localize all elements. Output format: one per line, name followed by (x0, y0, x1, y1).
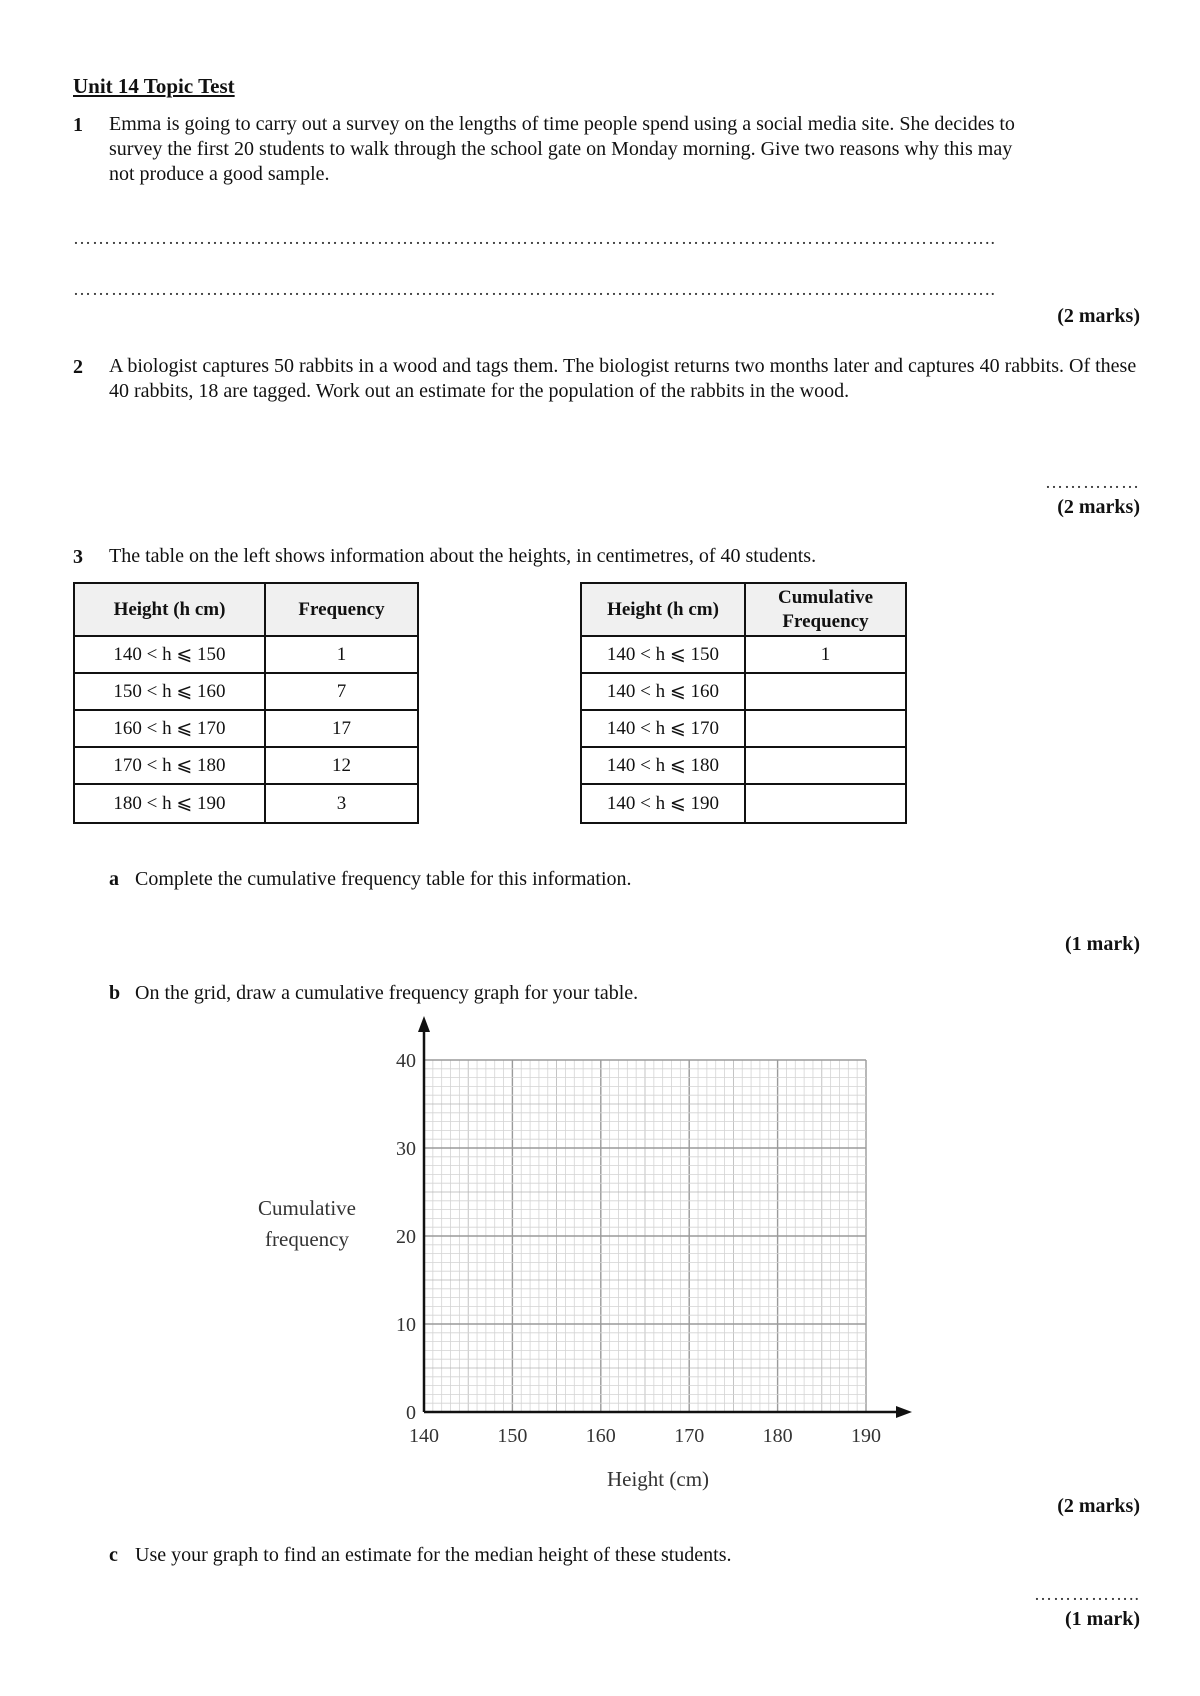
freq-cell: 180 < h ⩽ 190 (74, 784, 265, 823)
q3-number: 3 (73, 546, 83, 568)
y-axis-arrow-icon (418, 1016, 430, 1032)
freq-cell: 150 < h ⩽ 160 (74, 673, 265, 710)
q2-number: 2 (73, 356, 83, 378)
x-axis-arrow-icon (896, 1406, 912, 1418)
freq-cell: 7 (265, 673, 418, 710)
part-c-marks: (1 mark) (1065, 1608, 1140, 1630)
axis-labels (258, 1050, 881, 1491)
cum-cell: 140 < h ⩽ 180 (581, 747, 745, 784)
part-a-label: a (109, 868, 119, 890)
q2-answer-line[interactable]: …………… (1045, 472, 1140, 492)
freq-cell: 160 < h ⩽ 170 (74, 710, 265, 747)
part-b-text: On the grid, draw a cumulative frequency graph for your table. (135, 982, 639, 1004)
cum-cell: 140 < h ⩽ 190 (581, 784, 745, 823)
x-tick-label: 140 (409, 1425, 439, 1447)
part-a-text: Complete the cumulative frequency table for this information. (135, 868, 632, 890)
part-c-answer-line[interactable]: …………….. (1034, 1584, 1140, 1604)
x-tick-label: 150 (497, 1425, 528, 1447)
part-c (109, 1544, 732, 1567)
q2-marks: (2 marks) (1057, 496, 1140, 518)
freq-cell: 17 (265, 710, 418, 747)
x-axis-label: Height (cm) (606, 1467, 710, 1491)
x-tick-label: 170 (674, 1425, 705, 1447)
freq-cell: 3 (265, 784, 418, 823)
cum-header-cumulative-frequency: Cumulative Frequency (745, 583, 906, 636)
y-tick-label: 0 (406, 1402, 416, 1424)
q1-answer-line-2[interactable]: ……………………………………………………………………………………………………………………………….. (73, 279, 996, 299)
freq-header-height: Height (h cm) (74, 583, 265, 636)
part-a-marks: (1 mark) (1065, 933, 1140, 955)
y-tick-label: 40 (396, 1050, 416, 1072)
q1-text: Emma is going to carry out a survey on the lengths of time people spend using a social media site. She decides to survey the first 20 students to walk through the school gate on Monday morning. Give two reasons why this may not produce a good sample. (109, 113, 1015, 185)
part-b-marks: (2 marks) (1057, 1495, 1140, 1517)
x-tick-label: 190 (851, 1425, 881, 1447)
q3-text: The table on the left shows information about the heights, in centimetres, of 40 students. (109, 545, 817, 567)
q1-number: 1 (73, 114, 83, 136)
axes (418, 1016, 912, 1418)
part-c-text: Use your graph to find an estimate for the median height of these students. (135, 1544, 732, 1566)
freq-cell: 12 (265, 747, 418, 784)
y-axis-label: Cumulative (258, 1196, 356, 1220)
y-tick-label: 10 (396, 1314, 416, 1336)
cum-answer-cell[interactable]: 1 (745, 636, 906, 673)
freq-header-frequency: Frequency (265, 583, 418, 636)
y-tick-label: 20 (396, 1226, 416, 1248)
freq-cell: 170 < h ⩽ 180 (74, 747, 265, 784)
cum-cell: 140 < h ⩽ 160 (581, 673, 745, 710)
q2-text: A biologist captures 50 rabbits in a wood and tags them. The biologist returns two months later and captures 40 rabbits. Of these 40 rabbits, 18 are tagged. Work out an estimate for the population of the rabbits in the wood. (109, 355, 1137, 402)
x-tick-label: 180 (762, 1425, 793, 1447)
cum-header-height: Height (h cm) (581, 583, 745, 636)
q1-answer-line-1[interactable]: ……………………………………………………………………………………………………………………………….. (73, 228, 996, 248)
cum-cell: 140 < h ⩽ 150 (581, 636, 745, 673)
page-title: Unit 14 Topic Test (73, 74, 235, 98)
x-tick-label: 160 (585, 1425, 616, 1447)
y-axis-label: frequency (265, 1227, 349, 1251)
y-tick-label: 30 (396, 1138, 416, 1160)
freq-cell: 1 (265, 636, 418, 673)
freq-cell: 140 < h ⩽ 150 (74, 636, 265, 673)
q1-marks: (2 marks) (1057, 305, 1140, 327)
grid-lines (424, 1060, 866, 1412)
cum-cell: 140 < h ⩽ 170 (581, 710, 745, 747)
part-b-label: b (109, 982, 121, 1004)
part-c-label: c (109, 1544, 118, 1566)
